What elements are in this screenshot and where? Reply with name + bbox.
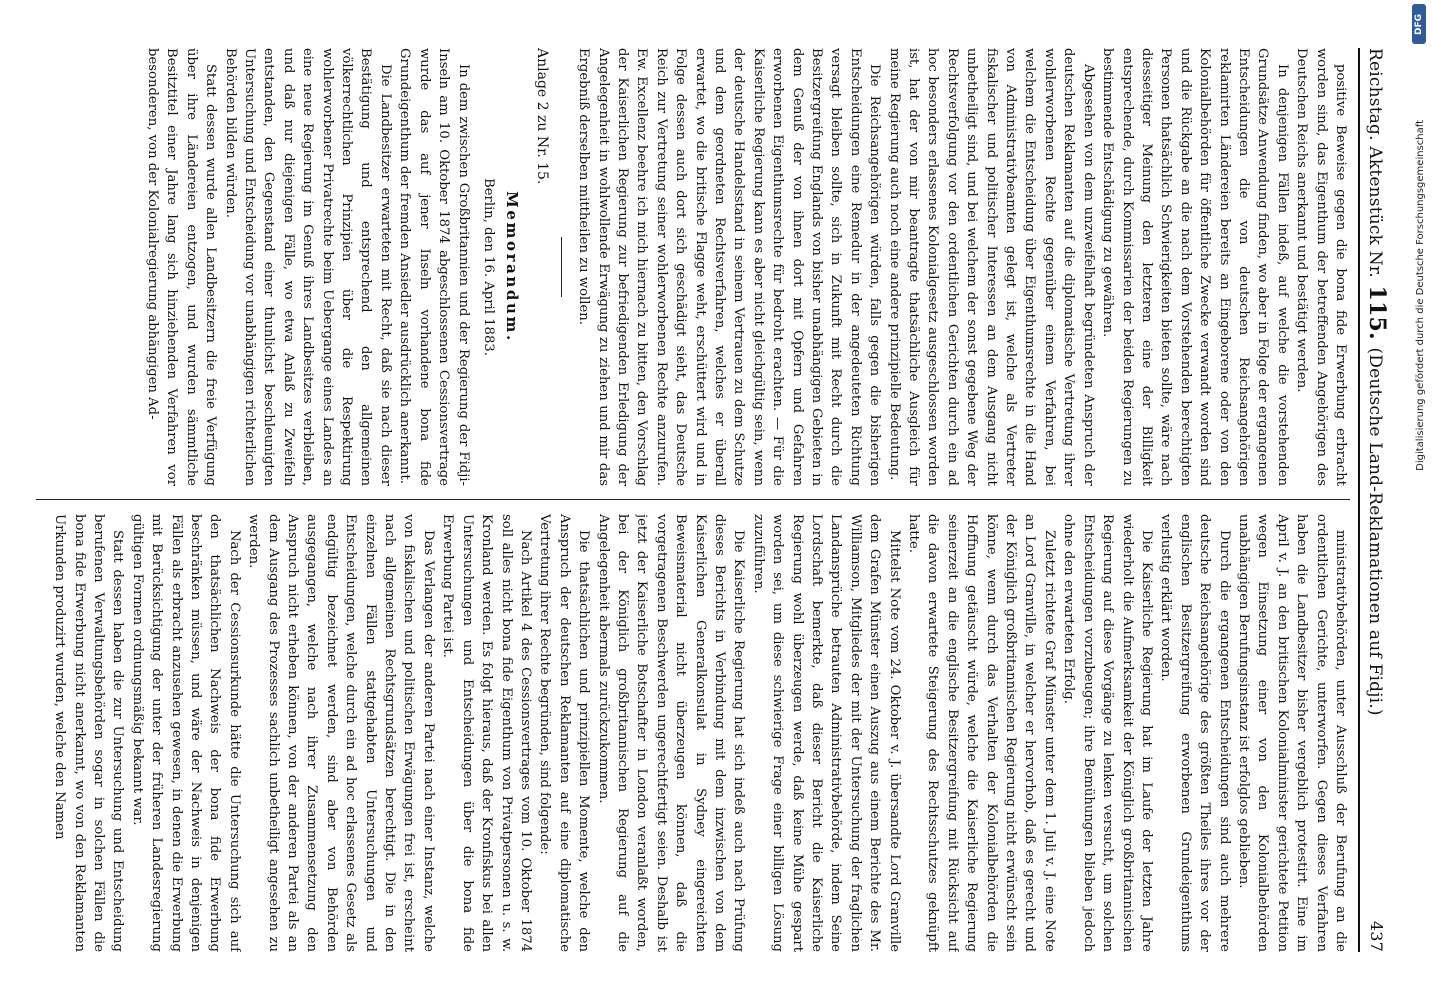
paragraph: Die thatsächlichen und prinzipiellen Momente, welche den Anspruch der deutschen Reklamanten auf eine diplomatische Vertretung ihrer Rechte begründen, sind folgende:	[537, 514, 592, 952]
dfg-logo: DFG	[1412, 4, 1426, 44]
paragraph: Die Landbesitzer erwarteten mit Recht, daß sie nach dieser Bestätigung und entsprechend den allgemeinen völkerrechtlichen Prinzipien über die Respektirung wohlerworbener Privatrechte beim Uebergange eines Landes an eine neue Regierung im Genuß ihres Landbesitzes verbleiben, und daß nur diejenigen Fälle, wo etwa Anlaß zu Zweifeln entstanden, den Gegenstand einer thunlichst beschleunigten Untersuchung und Entscheidung vor unabhängigen richterlichen Behörden bilden würden.	[222, 48, 393, 486]
digitization-credit: Digitalisierung gefördert durch die Deutsche Forschungsgemeinschaft	[1415, 120, 1426, 471]
paragraph: Durch die ergangenen Entscheidungen sind auch mehrere deutsche Reichsangehörige des größten Theiles ihres vor der englischen Besitzergreifung erworbenen Grundeigenthums verlustig erklärt worden.	[1158, 514, 1232, 952]
appendix-label: Anlage 2 zu Nr. 15.	[533, 48, 550, 185]
paragraph: In denjenigen Fällen indeß, auf welche die vorstehenden Grundsätze Anwendung finden, wo aber in Folge der ergangenen Entscheidungen die von deutschen Reichsangehörigen reklamirten Ländereien bereits an Eingeborene oder von den Kolonialbehörden für öffentliche Zwecke verwandt worden sind und die Rückgabe an die nach dem Vorstehenden berechtigten Personen thatsächlich Schwierigkeiten bieten sollte, wäre nach diesseitiger Meinung den letzteren eine der Billigkeit entsprechende, durch Kommissarien der beiden Regierungen zu bestimmende Entschädigung zu gewähren.	[1100, 48, 1290, 486]
paragraph: Nach der Cessionsurkunde hätte die Untersuchung sich auf den thatsächlichen Nachweis der bona fide Erwerbung beschränken müssen, und wäre der Nachweis in denjenigen Fällen als erbracht anzusehen gewesen, in denen die Erwerbung mit Berücksichtigung der unter der früheren Landesregierung gültigen Formen ordnungsmäßig bekannt war.	[129, 514, 242, 952]
right-column	[36, 514, 1350, 952]
paragraph: Das Verlangen der anderen Partei nach einer Instanz, welche von fiskalischen und politischen Erwägungen frei ist, erscheint nach allgemeinen Rechtsgrundsätzen berechtigt. Die in den einzelnen Fällen stattgehabten Untersuchungen und Entscheidungen, welche durch ein ad hoc erlassenes Gesetz als endgültig bezeichnet werden, sind aber von Behörden ausgegangen, welche nach ihrer Zusammensetzung den Anspruch nicht erheben können, von der anderen Partei als an dem Ausgang des Prozesses sachlich unbetheiligt angesehen zu werden.	[246, 514, 436, 952]
paragraph: ministrativbehörden, unter Ausschluß der Berufung an die ordentlichen Gerichte, unterworfen. Gegen dieses Verfahren haben die Landbesitzer bisher vergeblich protestirt. Eine im April v. J. an den britischen Kolonialminister gerichtete Petition wegen Einsetzung einer von den Kolonialbehörden unabhängigen Berufungsinstanz ist erfolglos geblieben.	[1235, 514, 1348, 952]
left-column	[36, 48, 1350, 486]
paragraph: Nach Artikel 4 des Cessionsvertrages vom 10. Oktober 1874 soll alles nicht bona fide Eigenthum von Privatpersonen u. s. w. Kronland werden. Es folgt hieraus, daß der Kronfiskus bei allen Untersuchungen und Entscheidungen über die bona fide Erwerbung Partei ist.	[440, 514, 533, 952]
paragraph: Mittelst Note vom 24. Oktober v. J. übersandte Lord Granville dem Grafen Münster einen Auszug aus einem Berichte des Mr. Williamson, Mitgliedes der mit der Untersuchung der fraglichen Landansprüche betrauten Administrativbehörde, indem Seine Lordschaft bemerkte, daß dieser Bericht die Kaiserliche Regierung wohl überzeugen werde, daß keine Mühe gespart worden sei, um diese schwierige Frage einer billigen Lösung zuzuführen.	[750, 514, 902, 952]
section-divider	[561, 237, 562, 297]
paragraph: In dem zwischen Großbritannien und der Regierung der Fidji-Inseln am 10. Oktober 1874 abgeschlossenen Cessionsvertrage wurde das auf jener Inseln vorhandene bona fide Grundeigenthum der fremden Ansiedler ausdrücklich anerkannt.	[397, 48, 471, 486]
paragraph: Zuletzt richtete Graf Münster unter dem 1. Juli v. J. eine Note an Lord Granville, in welcher er hervorhob, daß es gerecht und der Königlich großbritannischen Regierung nicht erwünscht sein könne, wenn durch das Verhalten der Kolonialbehörden die Hoffnung getäuscht würde, welche die Kaiserliche Regierung seinerzeit an die englische Besitzergreifung mit Rücksicht auf die davon erwartete Steigerung des Rechtsschutzes geknüpft hatte.	[906, 514, 1057, 952]
paragraph: Die Reichsangehörigen würden, falls gegen die bisherigen Entscheidungen eine Remedur in der angedeuteten Richtung versagt bleiben sollte, sich in Zukunft mit Recht durch die Besitzergreifung Englands von bisher unabhängigen Gebieten in dem Genuß der von ihnen dort mit Opfern und Gefahren erworbenen Eigenthumsrechte für bedroht erachten. — Für die Kaiserliche Regierung kann es aber nicht gleichgültig sein, wenn der deutsche Handelsstand in seinem Vertrauen zu dem Schutze und dem geordneten Rechtsverfahren, welches er überall erwartet, wo die britische Flagge weht, erschüttert wird und in Folge dessen auch dort sich geschädigt sieht, das Deutsche Reich zur Vertretung seiner wohlerworbenen Rechte anzurufen. Ew. Excellenz beehre ich mich hiernach zu bitten, den Vorschlag der Kaiserlichen Regierung zur befriedigenden Erledigung der Angelegenheit in wohlwollende Erwägung zu ziehen und mir das Ergebniß derselben mittheilen zu wollen.	[576, 48, 883, 486]
memo-date: Berlin, den 16. April 1883.	[480, 178, 496, 356]
paragraph: Statt dessen wurde allen Landbesitzern die freie Verfügung über ihre Ländereien entzogen, und wurden sämmtliche Besitztitel einer Jahre lang sich hinziehenden Verfahren vor besonderen, von der Kolonialregierung abhängigen Ad-	[145, 48, 219, 486]
paragraph: Statt dessen haben die zur Untersuchung und Entscheidung berufenen Verwaltungsbehörden sogar in solchen Fällen die bona fide Erwerbung nicht anerkannt, wo von den Reklamanten Urkunden produzirt wurden, welche den Namen	[52, 514, 126, 952]
memo-title: Memorandum.	[503, 191, 522, 343]
paragraph: Abgesehen von dem unzweifelhaft begründeten Anspruch der deutschen Reklamanten auf die diplomatische Vertretung ihrer wohlerworbenen Rechte gegenüber einem Verfahren, bei welchem die Entscheidung über Eigenthumsrechte in die Hand von Administrativbeamten gelegt ist, welche als Vertreter fiskalischer und politischer Interessen an dem Ausgang nicht unbetheiligt sind, und bei welchem der sonst gegebene Weg der Rechtsverfolgung vor den ordentlichen Gerichten durch ein ad hoc besonders erlassenes Kolonialgesetz ausgeschlossen worden ist, hat der von mir beantragte thatsächliche Ausgleich für meine Regierung auch noch eine andere prinzipielle Bedeutung.	[886, 48, 1096, 486]
document-page	[16, 20, 1416, 980]
column-divider	[36, 499, 1350, 500]
paragraph: Die Kaiserliche Regierung hat im Laufe der letzten Jahre wiederholt die Aufmerksamkeit der Königlich großbritannischen Regierung auf diese Vorgänge zu lenken versucht, um solchen Entscheidungen vorzubeugen; ihre Bemühungen blieben jedoch ohne den erwarteten Erfolg.	[1061, 514, 1154, 952]
paragraph: positive Beweise gegen die bona fide Erwerbung erbracht worden sind, das Eigenthum der betreffenden Angehörigen des Deutschen Reichs anerkannt und bestätigt werden.	[1294, 48, 1348, 486]
header-left: Reichstag. Aktenstück Nr.	[1365, 48, 1385, 278]
page-header	[1358, 48, 1394, 952]
document-number: 115.	[1364, 285, 1390, 340]
paragraph: Die Kaiserliche Regierung hat sich indeß auch nach Prüfung dieses Berichts in Verbindung mit dem inzwischen von dem Kaiserlichen Generalkonsulat in Sydney eingereichten Beweismaterial nicht überzeugen können, daß die vorgetragenen Beschwerden ungerechtfertigt seien. Deshalb ist jetzt der Kaiserliche Botschafter in London veranlaßt worden, bei der Königlich großbritannischen Regierung auf die Angelegenheit abermals zurückzukommen.	[595, 514, 747, 952]
page-number: 437	[1367, 920, 1387, 952]
header-title: (Deutsche Land-Reklamationen auf Fidji.)	[1365, 347, 1385, 716]
